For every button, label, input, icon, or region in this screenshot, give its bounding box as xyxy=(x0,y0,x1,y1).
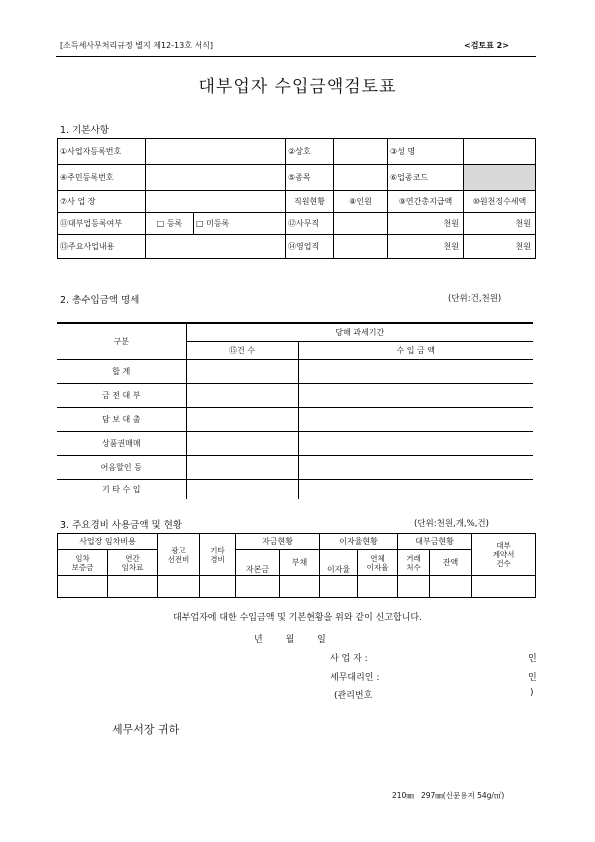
row-gift-cert-amount[interactable] xyxy=(298,431,533,455)
row-secured-loan-label: 담 보 대 출 xyxy=(57,407,186,431)
mgmt-no-close: ) xyxy=(530,688,534,698)
other-exp-header: 기타 경비 xyxy=(200,534,236,576)
lending-reg-label: ⑪대부업등록여부 xyxy=(58,213,146,235)
annual-rent-field[interactable] xyxy=(108,576,158,598)
addressee: 세무서장 귀하 xyxy=(112,723,180,736)
row-bill-discount-count[interactable] xyxy=(186,455,298,479)
client-count-header: 거래 처수 xyxy=(398,550,430,576)
sales-staff-count[interactable] xyxy=(334,235,388,259)
tax-agent-label: 세무대리인 : xyxy=(330,673,380,683)
industry-code-label: ⑥업종코드 xyxy=(388,165,464,191)
name-field[interactable] xyxy=(464,139,536,165)
mgmt-no-open: (관리번호 xyxy=(334,691,373,701)
advertising-field[interactable] xyxy=(158,576,200,598)
resident-no-label: ④주민등록번호 xyxy=(58,165,146,191)
business-place-label: ⑦사 업 장 xyxy=(58,191,146,213)
balance-field[interactable] xyxy=(430,576,472,598)
agent-seal: 인 xyxy=(528,673,537,683)
funding-header: 자금현황 xyxy=(236,534,320,550)
sales-staff-label: ⑭영업직 xyxy=(286,235,334,259)
resident-no-field[interactable] xyxy=(146,165,286,191)
interest-header: 이자율현황 xyxy=(320,534,398,550)
row-gift-cert-label: 상품권매매 xyxy=(57,431,186,455)
office-staff-label: ⑫사무직 xyxy=(286,213,334,235)
row-bill-discount-label: 어음할인 등 xyxy=(57,455,186,479)
annual-salary-label: ⑨연간총지급액 xyxy=(388,191,464,213)
paper-spec: 210㎜ 297㎜(신문용지 54g/㎡) xyxy=(392,791,505,800)
revenue-table xyxy=(57,322,533,499)
equity-header: 자본금 xyxy=(236,550,280,576)
col-category-header: 구분 xyxy=(57,323,186,359)
trade-name-label: ②상호 xyxy=(286,139,334,165)
operator-seal: 인 xyxy=(528,654,537,664)
row-secured-loan-amount[interactable] xyxy=(298,407,533,431)
operator-label: 사 업 자 : xyxy=(330,654,368,664)
expense-table xyxy=(57,533,536,598)
row-secured-loan-count[interactable] xyxy=(186,407,298,431)
row-total-count[interactable] xyxy=(186,359,298,383)
overdue-rate-field[interactable] xyxy=(358,576,398,598)
business-place-field[interactable] xyxy=(146,191,286,213)
col-amount-header: 수 입 금 액 xyxy=(298,341,533,359)
row-total-label: 합 계 xyxy=(57,359,186,383)
sales-withholding-unit: 천원 xyxy=(464,235,536,259)
unregistered-checkbox[interactable]: □ 미등록 xyxy=(194,213,286,235)
industry-code-field xyxy=(464,165,536,191)
name-label: ③성 명 xyxy=(388,139,464,165)
lending-header: 대부금현황 xyxy=(398,534,472,550)
deposit-field[interactable] xyxy=(58,576,108,598)
declaration-statement: 대부업자에 대한 수입금액 및 기본현황을 위와 같이 신고합니다. xyxy=(173,613,422,623)
row-total-amount[interactable] xyxy=(298,359,533,383)
basic-info-table xyxy=(57,138,536,259)
declaration-date: 년 월 일 xyxy=(254,635,326,645)
sales-salary-unit: 천원 xyxy=(388,235,464,259)
main-business-label: ⑬주요사업내용 xyxy=(58,235,146,259)
biz-reg-no-label: ①사업자등록번호 xyxy=(58,139,146,165)
form-code: <검토표 2> xyxy=(464,41,509,50)
office-withholding-unit: 천원 xyxy=(464,213,536,235)
biz-reg-no-field[interactable] xyxy=(146,139,286,165)
section3-unit: (단위:천원,개,%,건) xyxy=(414,519,489,529)
advertising-header: 광고 선전비 xyxy=(158,534,200,576)
liability-field[interactable] xyxy=(280,576,320,598)
overdue-rate-header: 연체 이자율 xyxy=(358,550,398,576)
row-money-lending-count[interactable] xyxy=(186,383,298,407)
balance-header: 잔액 xyxy=(430,550,472,576)
trade-name-field[interactable] xyxy=(334,139,388,165)
deposit-header: 임차 보증금 xyxy=(58,550,108,576)
col-count-header: ⑮건 수 xyxy=(186,341,298,359)
contracts-header: 대부 계약서 건수 xyxy=(472,534,536,576)
col-period-header: 당해 과세기간 xyxy=(186,323,533,341)
row-money-lending-label: 금 전 대 부 xyxy=(57,383,186,407)
annual-rent-header: 연간 임차료 xyxy=(108,550,158,576)
row-other-amount[interactable] xyxy=(298,479,533,499)
row-bill-discount-amount[interactable] xyxy=(298,455,533,479)
main-business-field[interactable] xyxy=(146,235,286,259)
row-other-count[interactable] xyxy=(186,479,298,499)
row-gift-cert-count[interactable] xyxy=(186,431,298,455)
headcount-label: ⑧인원 xyxy=(334,191,388,213)
section2-heading: 2. 총수입금액 명세 xyxy=(60,295,140,306)
rate-header: 이자율 xyxy=(320,550,358,576)
row-other-label: 기 타 수 입 xyxy=(57,479,186,499)
section3-heading: 3. 주요경비 사용금액 및 현황 xyxy=(60,520,183,531)
category-field[interactable] xyxy=(334,165,388,191)
withholding-label: ⑩원천징수세액 xyxy=(464,191,536,213)
registered-checkbox[interactable]: □ 등록 xyxy=(146,213,194,235)
category-label: ⑤종목 xyxy=(286,165,334,191)
other-exp-field[interactable] xyxy=(200,576,236,598)
page-title: 대부업자 수입금액검토표 xyxy=(198,77,397,97)
header-rule xyxy=(56,56,536,57)
office-staff-count[interactable] xyxy=(334,213,388,235)
contracts-field[interactable] xyxy=(472,576,536,598)
section1-heading: 1. 기본사항 xyxy=(60,125,109,136)
client-count-field[interactable] xyxy=(398,576,430,598)
section2-unit: (단위:건,천원) xyxy=(448,294,502,304)
rate-field[interactable] xyxy=(320,576,358,598)
rent-header: 사업장 임차비용 xyxy=(58,534,158,550)
regulation-reference: [소득세사무처리규정 별지 제12-13호 서식] xyxy=(60,41,214,50)
staff-status-label: 직원현황 xyxy=(286,191,334,213)
liability-header: 부채 xyxy=(280,550,320,576)
equity-field[interactable] xyxy=(236,576,280,598)
row-money-lending-amount[interactable] xyxy=(298,383,533,407)
office-salary-unit: 천원 xyxy=(388,213,464,235)
